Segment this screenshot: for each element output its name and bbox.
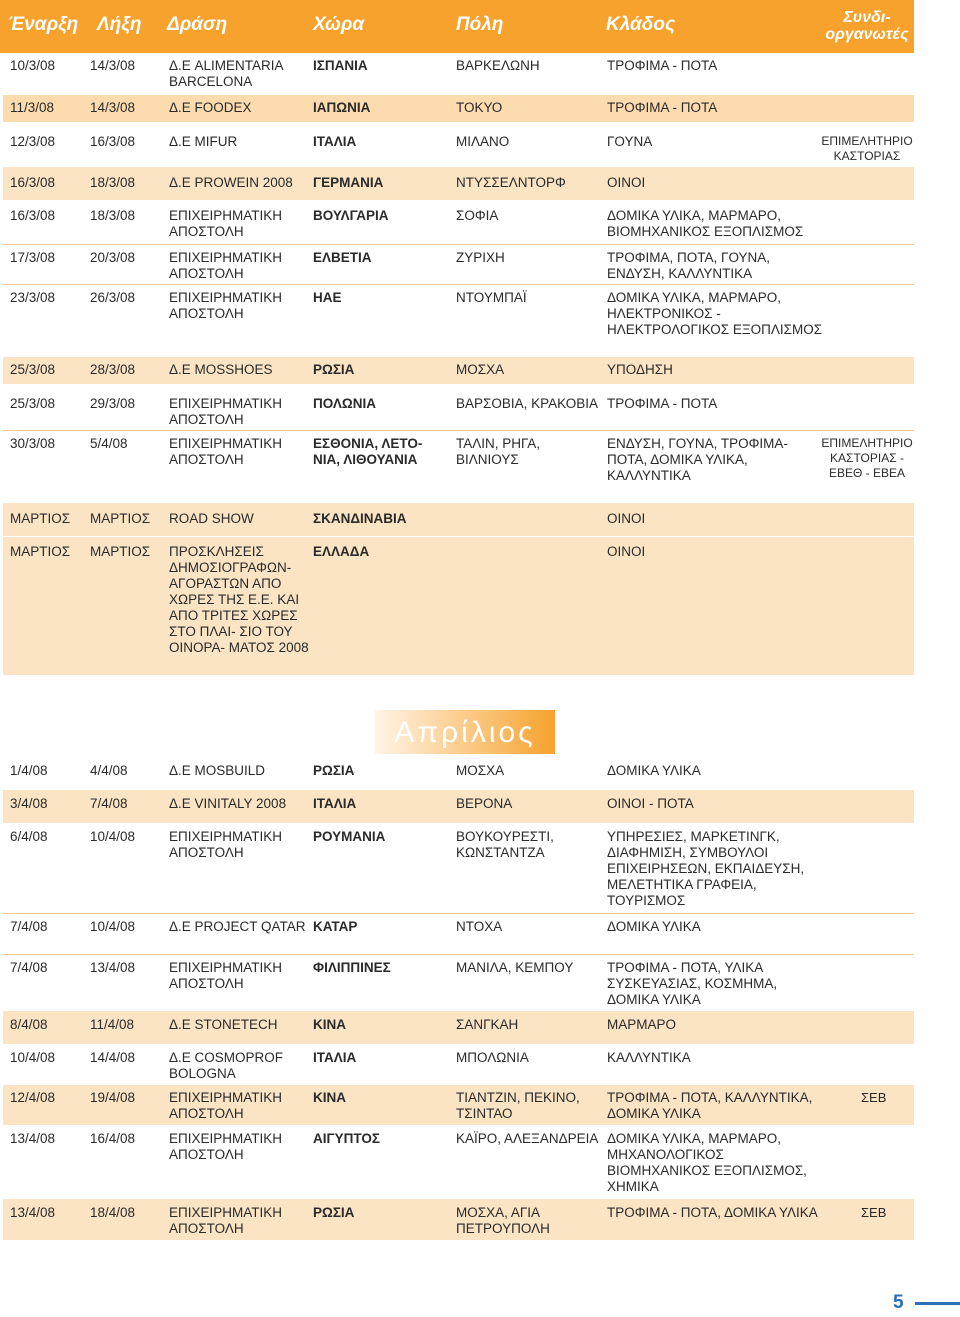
start-date: 10/4/08 bbox=[10, 1050, 56, 1065]
sector: ΕΝΔΥΣΗ, ΓΟΥΝΑ, ΤΡΟΦΙΜΑ- ΠΟΤΑ, ΔΟΜΙΚΑ ΥΛΙΚΑ, ΚΑΛΛΥΝΤΙΚΑ bbox=[607, 436, 788, 483]
month-title: Απρίλιος bbox=[394, 716, 536, 749]
sector: ΥΠΟΔΗΣΗ bbox=[607, 362, 673, 377]
action: ΕΠΙΧΕΙΡΗΜΑΤΙΚΗ ΑΠΟΣΤΟΛΗ bbox=[169, 960, 283, 991]
start-date: 10/3/08 bbox=[10, 58, 56, 73]
end-date: 13/4/08 bbox=[90, 960, 136, 975]
end-date: 19/4/08 bbox=[90, 1090, 136, 1105]
table-row bbox=[3, 955, 914, 1011]
table-row bbox=[3, 167, 914, 200]
end-date: 29/3/08 bbox=[90, 396, 136, 411]
start-date: 6/4/08 bbox=[10, 829, 48, 844]
end-date: 10/4/08 bbox=[90, 919, 136, 934]
country: ΙΤΑΛΙΑ bbox=[313, 1050, 357, 1065]
co-organizer: ΕΠΙΜΕΛΗΤΗΡΙΟ ΚΑΣΤΟΡΙΑΣ bbox=[821, 134, 913, 163]
action: ΕΠΙΧΕΙΡΗΜΑΤΙΚΗ ΑΠΟΣΤΟΛΗ bbox=[169, 1205, 283, 1236]
country: ΡΩΣΙΑ bbox=[313, 362, 355, 377]
sector: ΜΑΡΜΑΡΟ bbox=[607, 1017, 677, 1032]
country: ΣΚΑΝΔΙΝΑΒΙΑ bbox=[313, 511, 407, 526]
end-date: 14/3/08 bbox=[90, 58, 136, 73]
end-date: 7/4/08 bbox=[90, 796, 128, 811]
page-number-rule bbox=[915, 1302, 960, 1305]
city: ΜΑΝΙΛΑ, ΚΕΜΠΟΥ bbox=[456, 960, 574, 975]
country: ΙΤΑΛΙΑ bbox=[313, 134, 357, 149]
start-date: 11/3/08 bbox=[10, 100, 55, 115]
start-date: 7/4/08 bbox=[10, 919, 48, 934]
table-row bbox=[3, 537, 914, 675]
action: Δ.Ε MIFUR bbox=[169, 134, 238, 149]
start-date: 23/3/08 bbox=[10, 290, 56, 305]
table-header bbox=[0, 0, 914, 53]
table-row bbox=[3, 823, 914, 913]
action: Δ.Ε PROWEIN 2008 bbox=[169, 175, 293, 190]
start-date: 25/3/08 bbox=[10, 396, 56, 411]
action: Δ.Ε STONETECH bbox=[169, 1017, 278, 1032]
end-date: 26/3/08 bbox=[90, 290, 136, 305]
end-date: 18/3/08 bbox=[90, 208, 136, 223]
country: ΦΙΛΙΠΠΙΝΕΣ bbox=[313, 960, 391, 975]
action: ΕΠΙΧΕΙΡΗΜΑΤΙΚΗ ΑΠΟΣΤΟΛΗ bbox=[169, 1090, 283, 1121]
country: ΗΑΕ bbox=[313, 290, 342, 305]
start-date: 12/3/08 bbox=[10, 134, 56, 149]
action: Δ.Ε PROJECT QATAR bbox=[169, 919, 306, 934]
end-date: 18/3/08 bbox=[90, 175, 136, 190]
end-date: 18/4/08 bbox=[90, 1205, 136, 1220]
co-organizer: ΕΠΙΜΕΛΗΤΗΡΙΟ ΚΑΣΤΟΡΙΑΣ - ΕΒΕΘ - ΕΒΕΑ bbox=[821, 436, 913, 480]
sector: ΤΡΟΦΙΜΑ - ΠΟΤΑ bbox=[607, 100, 718, 115]
action: Δ.Ε COSMOPROF BOLOGNA bbox=[169, 1050, 284, 1081]
month-heading bbox=[375, 710, 555, 754]
action: Δ.Ε ALIMENTARIA BARCELONA bbox=[169, 58, 283, 89]
end-date: 11/4/08 bbox=[90, 1017, 135, 1032]
country: ΚΙΝΑ bbox=[313, 1090, 346, 1105]
header-country: Χώρα bbox=[313, 14, 365, 35]
city: ΜΟΣΧΑ, ΑΓΙΑ ΠΕΤΡΟΥΠΟΛΗ bbox=[456, 1205, 550, 1236]
sector: ΟΙΝΟΙ bbox=[607, 511, 646, 526]
city: ΤΙΑΝΤΖΙΝ, ΠΕΚΙΝΟ, ΤΣΙΝΤΑΟ bbox=[456, 1090, 580, 1121]
country: ΚΑΤΑΡ bbox=[313, 919, 358, 934]
city: ΒΟΥΚΟΥΡΕΣΤΙ, ΚΩΝΣΤΑΝΤΖΑ bbox=[456, 829, 554, 860]
city: ΒΕΡΟΝΑ bbox=[456, 796, 513, 811]
table-row bbox=[3, 200, 914, 244]
header-end: Λήξη bbox=[97, 14, 142, 35]
table-row bbox=[3, 245, 914, 284]
page-number: 5 bbox=[893, 1292, 904, 1313]
sector: ΔΟΜΙΚΑ ΥΛΙΚΑ, ΜΑΡΜΑΡΟ, ΗΛΕΚΤΡΟΝΙΚΟΣ - ΗΛΕΚΤΡΟΛΟΓΙΚΟΣ ΕΞΟΠΛΙΣΜΟΣ bbox=[607, 290, 823, 337]
city: ΜΙΛΑΝΟ bbox=[456, 134, 510, 149]
start-date: 8/4/08 bbox=[10, 1017, 48, 1032]
table-row bbox=[3, 914, 914, 954]
city: ΜΟΣΧΑ bbox=[456, 362, 505, 377]
country: ΑΙΓΥΠΤΟΣ bbox=[313, 1131, 380, 1146]
end-date: 16/4/08 bbox=[90, 1131, 136, 1146]
table-row bbox=[3, 122, 914, 167]
country: ΡΩΣΙΑ bbox=[313, 763, 355, 778]
table-row bbox=[3, 1125, 914, 1199]
action: ΕΠΙΧΕΙΡΗΜΑΤΙΚΗ ΑΠΟΣΤΟΛΗ bbox=[169, 396, 283, 427]
start-date: 13/4/08 bbox=[10, 1131, 56, 1146]
header-sector: Κλάδος bbox=[606, 14, 676, 35]
end-date: 14/3/08 bbox=[90, 100, 136, 115]
country: ΙΤΑΛΙΑ bbox=[313, 796, 357, 811]
city: ΜΟΣΧΑ bbox=[456, 763, 505, 778]
end-date: 5/4/08 bbox=[90, 436, 128, 451]
sector: ΚΑΛΛΥΝΤΙΚΑ bbox=[607, 1050, 691, 1065]
start-date: 3/4/08 bbox=[10, 796, 48, 811]
sector: ΔΟΜΙΚΑ ΥΛΙΚΑ bbox=[607, 919, 701, 934]
city: ΝΤΟΥΜΠΑΪ bbox=[456, 290, 527, 305]
country: ΕΛΒΕΤΙΑ bbox=[313, 250, 372, 265]
sector: ΤΡΟΦΙΜΑ - ΠΟΤΑ, ΚΑΛΛΥΝΤΙΚΑ, ΔΟΜΙΚΑ ΥΛΙΚΑ bbox=[607, 1090, 813, 1121]
co-organizer: ΣΕΒ bbox=[861, 1205, 887, 1220]
start-date: 25/3/08 bbox=[10, 362, 56, 377]
action: ΕΠΙΧΕΙΡΗΜΑΤΙΚΗ ΑΠΟΣΤΟΛΗ bbox=[169, 1131, 283, 1162]
country: ΓΕΡΜΑΝΙΑ bbox=[313, 175, 384, 190]
city: ΤΟΚΥΟ bbox=[456, 100, 503, 115]
action: Δ.Ε MOSBUILD bbox=[169, 763, 266, 778]
city: ΤΑΛΙΝ, ΡΗΓΑ, ΒΙΛΝΙΟΥΣ bbox=[456, 436, 540, 467]
sector: ΔΟΜΙΚΑ ΥΛΙΚΑ, ΜΑΡΜΑΡΟ, ΜΗΧΑΝΟΛΟΓΙΚΟΣ ΒΙΟΜΗΧΑΝΙΚΟΣ ΕΞΟΠΛΙΣΜΟΣ, ΧΗΜΙΚΑ bbox=[607, 1131, 807, 1194]
end-date: 28/3/08 bbox=[90, 362, 136, 377]
country: ΡΟΥΜΑΝΙΑ bbox=[313, 829, 386, 844]
end-date: ΜΑΡΤΙΟΣ bbox=[90, 544, 151, 559]
sector: ΤΡΟΦΙΜΑ, ΠΟΤΑ, ΓΟΥΝΑ, ΕΝΔΥΣΗ, ΚΑΛΛΥΝΤΙΚΑ bbox=[607, 250, 771, 281]
start-date: 7/4/08 bbox=[10, 960, 48, 975]
city: ΒΑΡΣΟΒΙΑ, ΚΡΑΚΟΒΙΑ bbox=[456, 396, 598, 411]
header-action: Δράση bbox=[167, 14, 228, 35]
sector: ΤΡΟΦΙΜΑ - ΠΟΤΑ bbox=[607, 396, 718, 411]
city: ΖΥΡΙΧΗ bbox=[456, 250, 505, 265]
table-row bbox=[3, 95, 914, 122]
table-row bbox=[3, 503, 914, 536]
city: ΚΑΪΡΟ, ΑΛΕΞΑΝΔΡΕΙΑ bbox=[456, 1131, 599, 1146]
country: ΡΩΣΙΑ bbox=[313, 1205, 355, 1220]
table-row bbox=[3, 53, 914, 95]
end-date: 20/3/08 bbox=[90, 250, 136, 265]
start-date: 1/4/08 bbox=[10, 763, 48, 778]
country: ΙΑΠΩΝΙΑ bbox=[313, 100, 371, 115]
action: ΕΠΙΧΕΙΡΗΜΑΤΙΚΗ ΑΠΟΣΤΟΛΗ bbox=[169, 829, 283, 860]
end-date: 14/4/08 bbox=[90, 1050, 136, 1065]
start-date: 13/4/08 bbox=[10, 1205, 56, 1220]
start-date: 16/3/08 bbox=[10, 208, 56, 223]
country: ΕΛΛΑΔΑ bbox=[313, 544, 370, 559]
city: ΒΑΡΚΕΛΩΝΗ bbox=[456, 58, 540, 73]
city: ΝΤΥΣΣΕΛΝΤΟΡΦ bbox=[456, 175, 566, 190]
action: ΠΡΟΣΚΛΗΣΕΙΣ ΔΗΜΟΣΙΟΓΡΑΦΩΝ- ΑΓΟΡΑΣΤΩΝ ΑΠΟ ΧΩΡΕΣ ΤΗΣ Ε.Ε. ΚΑΙ ΑΠΟ ΤΡΙΤΕΣ ΧΩΡΕΣ ΣΤΟ ΠΛΑΙ- ΣΙΟ ΤΟΥ ΟΙΝΟΡΑ- ΜΑΤΟΣ 2008 bbox=[169, 544, 309, 655]
country: ΠΟΛΩΝΙΑ bbox=[313, 396, 376, 411]
sector: ΤΡΟΦΙΜΑ - ΠΟΤΑ, ΔΟΜΙΚΑ ΥΛΙΚΑ bbox=[607, 1205, 818, 1220]
start-date: ΜΑΡΤΙΟΣ bbox=[10, 511, 71, 526]
sector: ΟΙΝΟΙ bbox=[607, 544, 646, 559]
country: ΚΙΝΑ bbox=[313, 1017, 346, 1032]
end-date: ΜΑΡΤΙΟΣ bbox=[90, 511, 151, 526]
sector: ΔΟΜΙΚΑ ΥΛΙΚΑ bbox=[607, 763, 701, 778]
city: ΣΟΦΙΑ bbox=[456, 208, 499, 223]
table-row bbox=[3, 1044, 914, 1085]
start-date: ΜΑΡΤΙΟΣ bbox=[10, 544, 71, 559]
country: ΒΟΥΛΓΑΡΙΑ bbox=[313, 208, 389, 223]
country: ΙΣΠΑΝΙΑ bbox=[313, 58, 368, 73]
action: Δ.Ε FOODEX bbox=[169, 100, 252, 115]
end-date: 16/3/08 bbox=[90, 134, 136, 149]
sector: ΟΙΝΟΙ - ΠΟΤΑ bbox=[607, 796, 694, 811]
sector: ΤΡΟΦΙΜΑ - ΠΟΤΑ, ΥΛΙΚΑ ΣΥΣΚΕΥΑΣΙΑΣ, ΚΟΣΜΗΜΑ, ΔΟΜΙΚΑ ΥΛΙΚΑ bbox=[607, 960, 778, 1007]
sector: ΤΡΟΦΙΜΑ - ΠΟΤΑ bbox=[607, 58, 718, 73]
table-row bbox=[3, 431, 914, 503]
table-row bbox=[3, 1199, 914, 1240]
action: ΕΠΙΧΕΙΡΗΜΑΤΙΚΗ ΑΠΟΣΤΟΛΗ bbox=[169, 208, 283, 239]
end-date: 10/4/08 bbox=[90, 829, 136, 844]
header-co-organizers: Συνδι- οργανωτές bbox=[825, 9, 909, 43]
table-row bbox=[3, 1011, 914, 1044]
table-row bbox=[3, 357, 914, 384]
header-start: Έναρξη bbox=[8, 14, 79, 35]
start-date: 16/3/08 bbox=[10, 175, 56, 190]
start-date: 17/3/08 bbox=[10, 250, 56, 265]
sector: ΔΟΜΙΚΑ ΥΛΙΚΑ, ΜΑΡΜΑΡΟ, ΒΙΟΜΗΧΑΝΙΚΟΣ ΕΞΟΠΛΙΣΜΟΣ bbox=[607, 208, 804, 239]
action: ΕΠΙΧΕΙΡΗΜΑΤΙΚΗ ΑΠΟΣΤΟΛΗ bbox=[169, 436, 283, 467]
table-row bbox=[3, 285, 914, 357]
start-date: 12/4/08 bbox=[10, 1090, 56, 1105]
end-date: 4/4/08 bbox=[90, 763, 128, 778]
action: Δ.Ε MOSSHOES bbox=[169, 362, 273, 377]
country: ΕΣΘΟΝΙΑ, ΛΕΤΟ- ΝΙΑ, ΛΙΘΟΥΑΝΙΑ bbox=[313, 436, 423, 467]
action: Δ.Ε VINITALY 2008 bbox=[169, 796, 287, 811]
action: ROAD SHOW bbox=[169, 511, 254, 526]
co-organizer: ΣΕΒ bbox=[861, 1090, 887, 1105]
sector: ΓΟΥΝΑ bbox=[607, 134, 653, 149]
start-date: 30/3/08 bbox=[10, 436, 56, 451]
sector: ΟΙΝΟΙ bbox=[607, 175, 646, 190]
city: ΜΠΟΛΩΝΙΑ bbox=[456, 1050, 529, 1065]
sector: ΥΠΗΡΕΣΙΕΣ, ΜΑΡΚΕΤΙΝΓΚ, ΔΙΑΦΗΜΙΣΗ, ΣΥΜΒΟΥΛΟΙ ΕΠΙΧΕΙΡΗΣΕΩΝ, ΕΚΠΑΙΔΕΥΣΗ, ΜΕΛΕΤΗΤΙΚΑ ΓΡΑΦΕΙΑ, ΤΟΥΡΙΣΜΟΣ bbox=[607, 829, 805, 908]
table-row bbox=[3, 1085, 914, 1125]
table-row bbox=[3, 757, 914, 790]
action: ΕΠΙΧΕΙΡΗΜΑΤΙΚΗ ΑΠΟΣΤΟΛΗ bbox=[169, 250, 283, 281]
table-row bbox=[3, 384, 914, 430]
city: ΝΤΟΧΑ bbox=[456, 919, 503, 934]
action: ΕΠΙΧΕΙΡΗΜΑΤΙΚΗ ΑΠΟΣΤΟΛΗ bbox=[169, 290, 283, 321]
table-row bbox=[3, 790, 914, 823]
header-city: Πόλη bbox=[456, 14, 504, 35]
city: ΣΑΝΓΚΑΗ bbox=[456, 1017, 519, 1032]
